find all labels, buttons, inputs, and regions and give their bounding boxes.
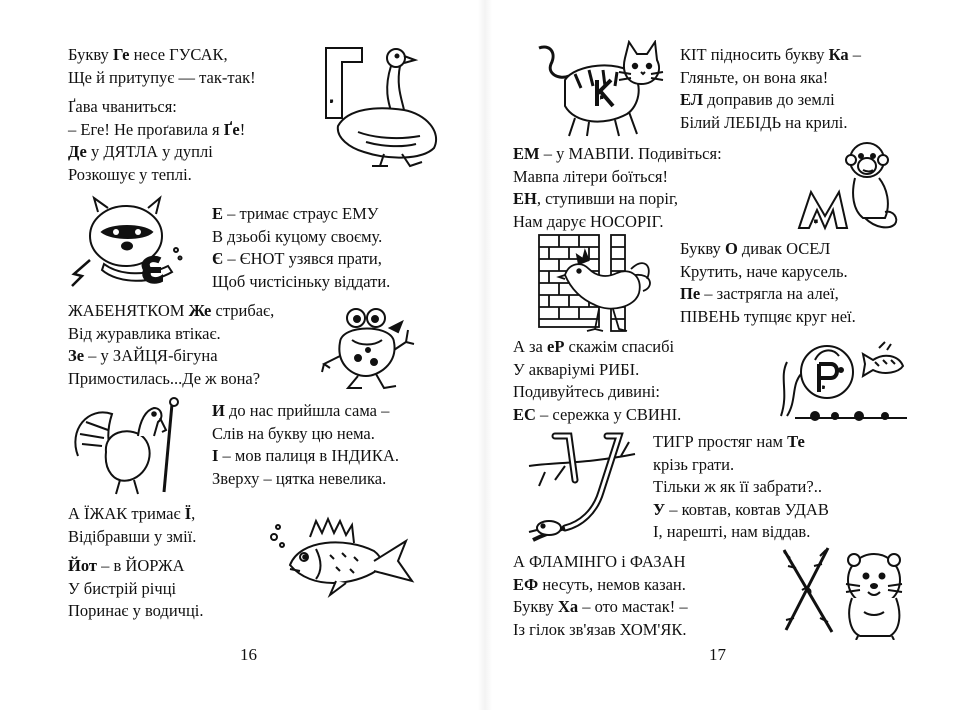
poem-line (513, 551, 688, 574)
letter-name: О (724, 239, 738, 258)
line-text: Примостилась...Де ж вона? (68, 368, 261, 388)
poem-line (68, 600, 204, 623)
poem-line (513, 188, 722, 211)
letter-name: Йот (68, 556, 97, 575)
letter-name: ЕС (513, 404, 536, 424)
poem-line (68, 503, 196, 526)
poem-line (513, 166, 722, 189)
line-text: Від журавлика втікає. (68, 323, 221, 343)
stanza (68, 503, 196, 548)
poem-line (68, 323, 274, 346)
line-text: Поринає у водичці. (68, 601, 204, 621)
line-text: Зверху – цятка невелика. (212, 468, 387, 488)
line-text: крізь грати. (653, 454, 735, 474)
letter-name: Ка (828, 45, 849, 64)
poem-line (68, 67, 256, 90)
line-text: ПІВЕНЬ тупцяє круг неї. (680, 306, 856, 326)
line-text: У бистрій річці (68, 578, 177, 598)
poem-line (212, 445, 399, 468)
line-text: І, нарешті, нам віддав. (653, 522, 811, 542)
line-text: Білий ЛЕБІДЬ на крилі. (680, 112, 848, 132)
goose-letter: Г (331, 101, 333, 103)
letter-name: Зе (68, 346, 85, 366)
poem-line (68, 141, 245, 164)
line-text: У акваріумі РИБІ. (513, 359, 640, 379)
letter-name: І (212, 446, 219, 466)
letter-name: Ї (184, 504, 192, 523)
page-number: 16 (240, 645, 257, 664)
poem-line (653, 431, 829, 454)
line-text: Гляньте, он вона яка! (680, 67, 829, 87)
line-text: КІТ підносить букву (680, 45, 829, 64)
poem-line (513, 336, 681, 359)
letter-name: еР (547, 337, 565, 356)
fish-letter: Р (823, 387, 825, 389)
poem-line (680, 44, 861, 67)
poem-line (212, 468, 399, 491)
stanza (68, 555, 204, 623)
poem-line (212, 400, 399, 423)
line-text: – у ЗАЙЦЯ-бігуна (84, 346, 218, 366)
letter-name: Те (787, 432, 805, 451)
poem-line (653, 454, 829, 477)
letter-name: У (653, 499, 666, 519)
line-text: Мавпа літери боїться! (513, 166, 668, 186)
line-text: до нас прийшла сама – (224, 401, 390, 420)
poem-line (653, 499, 829, 522)
letter-name: ЕН (513, 189, 537, 209)
line-text: Букву (513, 597, 558, 617)
line-text: – в ЙОРЖА (96, 556, 185, 575)
line-text: Слів на букву цю нема. (212, 423, 375, 443)
letter-name: Же (188, 301, 212, 320)
line-text: дивак ОСЕЛ (737, 239, 831, 258)
poem-line (680, 67, 861, 90)
cat-letter: К (601, 97, 603, 99)
poem-line (68, 345, 274, 368)
line-text: В дзьобі куцому своєму. (212, 226, 383, 246)
poem-line (212, 226, 390, 249)
line-text: Розкошує у теплі. (68, 164, 192, 184)
stanza (680, 44, 861, 134)
line-text: Букву (68, 45, 113, 64)
line-text: ! (239, 119, 246, 139)
line-text: ТИГР простяг нам (653, 432, 788, 451)
line-text: скажім спасибі (564, 337, 675, 356)
line-text: , (191, 504, 196, 523)
poem-line (680, 238, 856, 261)
monkey-letter-m-icon (795, 138, 905, 238)
poem-line (513, 211, 722, 234)
line-text: – (848, 45, 862, 64)
line-text: – у МАВПИ. Подивіться: (539, 144, 722, 163)
poem-line (68, 555, 204, 578)
stanza (212, 203, 390, 293)
poem-line (680, 306, 856, 329)
poem-line (680, 261, 856, 284)
letter-name: Ге (112, 45, 130, 64)
frog-letter-zh-icon (318, 302, 418, 392)
stanza (653, 431, 829, 544)
line-text: несе ГУСАК, (129, 45, 228, 64)
line-text: А ЇЖАК тримає (68, 504, 185, 523)
stanza (68, 300, 274, 390)
poem-line (68, 368, 274, 391)
line-text: – ковтав, ковтав УДАВ (665, 499, 829, 519)
stanza (513, 336, 681, 426)
letter-name: ЕФ (513, 574, 539, 594)
turkey-letter-i-icon (68, 396, 188, 496)
poem-line (680, 283, 856, 306)
poem-line (68, 300, 274, 323)
line-text: – тримає страус ЕМУ (223, 204, 379, 223)
poem-line (680, 112, 861, 135)
stanza (513, 143, 722, 233)
poem-line (212, 423, 399, 446)
letter-name: И (212, 401, 225, 420)
line-text: стрибає, (211, 301, 275, 320)
rooster-brick-wall-icon (535, 233, 659, 333)
line-text: Щоб чистісіньку віддати. (212, 271, 391, 291)
line-text: – мов палиця в ІНДИКА. (218, 446, 399, 466)
hamster-letter-kh-icon (780, 540, 910, 640)
line-text: – застрягла на алеї, (700, 284, 839, 304)
letter-name: Є (212, 249, 224, 269)
line-text: Ще й притупує — так-так! (68, 67, 256, 87)
line-text: А ФЛАМІНГО і ФАЗАН (513, 552, 686, 571)
cat-letter-k-icon (535, 40, 667, 140)
letter-name: ЕЛ (680, 90, 704, 110)
stanza (680, 238, 856, 328)
line-text: – ЄНОТ узявся прати, (223, 249, 382, 269)
line-text: – сережка у СВИНІ. (535, 404, 682, 424)
line-text: , ступивши на поріг, (536, 189, 678, 209)
poem-line (212, 248, 390, 271)
line-text: Із гілок зв'язав ХОМ'ЯК. (513, 619, 687, 639)
letter-name: Пе (680, 284, 701, 304)
line-text: ЖАБЕНЯТКОМ (68, 301, 189, 320)
line-text: Крутить, наче карусель. (680, 261, 848, 281)
stanza (68, 44, 256, 89)
goose-letter-g-icon (318, 40, 458, 170)
letter-name: Де (68, 142, 87, 162)
letter-name: Ґе (223, 119, 240, 139)
line-text: несуть, немов казан. (538, 574, 686, 594)
stanza (513, 551, 688, 641)
stanza (212, 400, 399, 490)
letter-name: Ха (557, 597, 579, 617)
ruffe-fish-icon (266, 515, 416, 601)
letter-name: Е (212, 204, 224, 223)
line-text: – ото мастак! – (578, 597, 688, 617)
letter-name: ЕМ (513, 144, 540, 163)
stanza (68, 96, 245, 186)
line-text: Відібравши у змії. (68, 526, 197, 546)
line-text: доправив до землі (703, 90, 835, 110)
poem-line (68, 164, 245, 187)
poem-line (513, 574, 688, 597)
poem-line (68, 526, 196, 549)
poem-line (513, 596, 688, 619)
poem-line (513, 359, 681, 382)
poem-line (68, 578, 204, 601)
poem-line (513, 404, 681, 427)
line-text: Подивуйтесь дивині: (513, 382, 660, 402)
line-text: у ДЯТЛА у дуплі (86, 142, 213, 162)
page-number: 17 (709, 645, 726, 664)
poem-line (680, 89, 861, 112)
poem-line (68, 44, 256, 67)
poem-line (513, 143, 722, 166)
snake-letter-u-icon (525, 428, 645, 548)
poem-line (212, 203, 390, 226)
right-page (485, 0, 970, 710)
line-text: Нам дарує НОСОРІГ. (513, 211, 664, 231)
poem-line (68, 96, 245, 119)
poem-line (513, 381, 681, 404)
poem-line (68, 119, 245, 142)
poem-line (513, 619, 688, 642)
monkey-letter: М (815, 221, 817, 223)
line-text: – Еге! Не проґавила я (68, 119, 224, 139)
poem-line (212, 271, 390, 294)
fish-letter-r-icon (775, 330, 915, 422)
raccoon-letter: Є (148, 274, 150, 276)
poem-line (653, 476, 829, 499)
line-text: Букву (680, 239, 725, 258)
line-text: Тільки ж як її забрати?.. (653, 477, 822, 497)
raccoon-letter-ye-icon (68, 190, 188, 290)
line-text: А за (513, 337, 548, 356)
line-text: Ґава чваниться: (68, 97, 177, 116)
